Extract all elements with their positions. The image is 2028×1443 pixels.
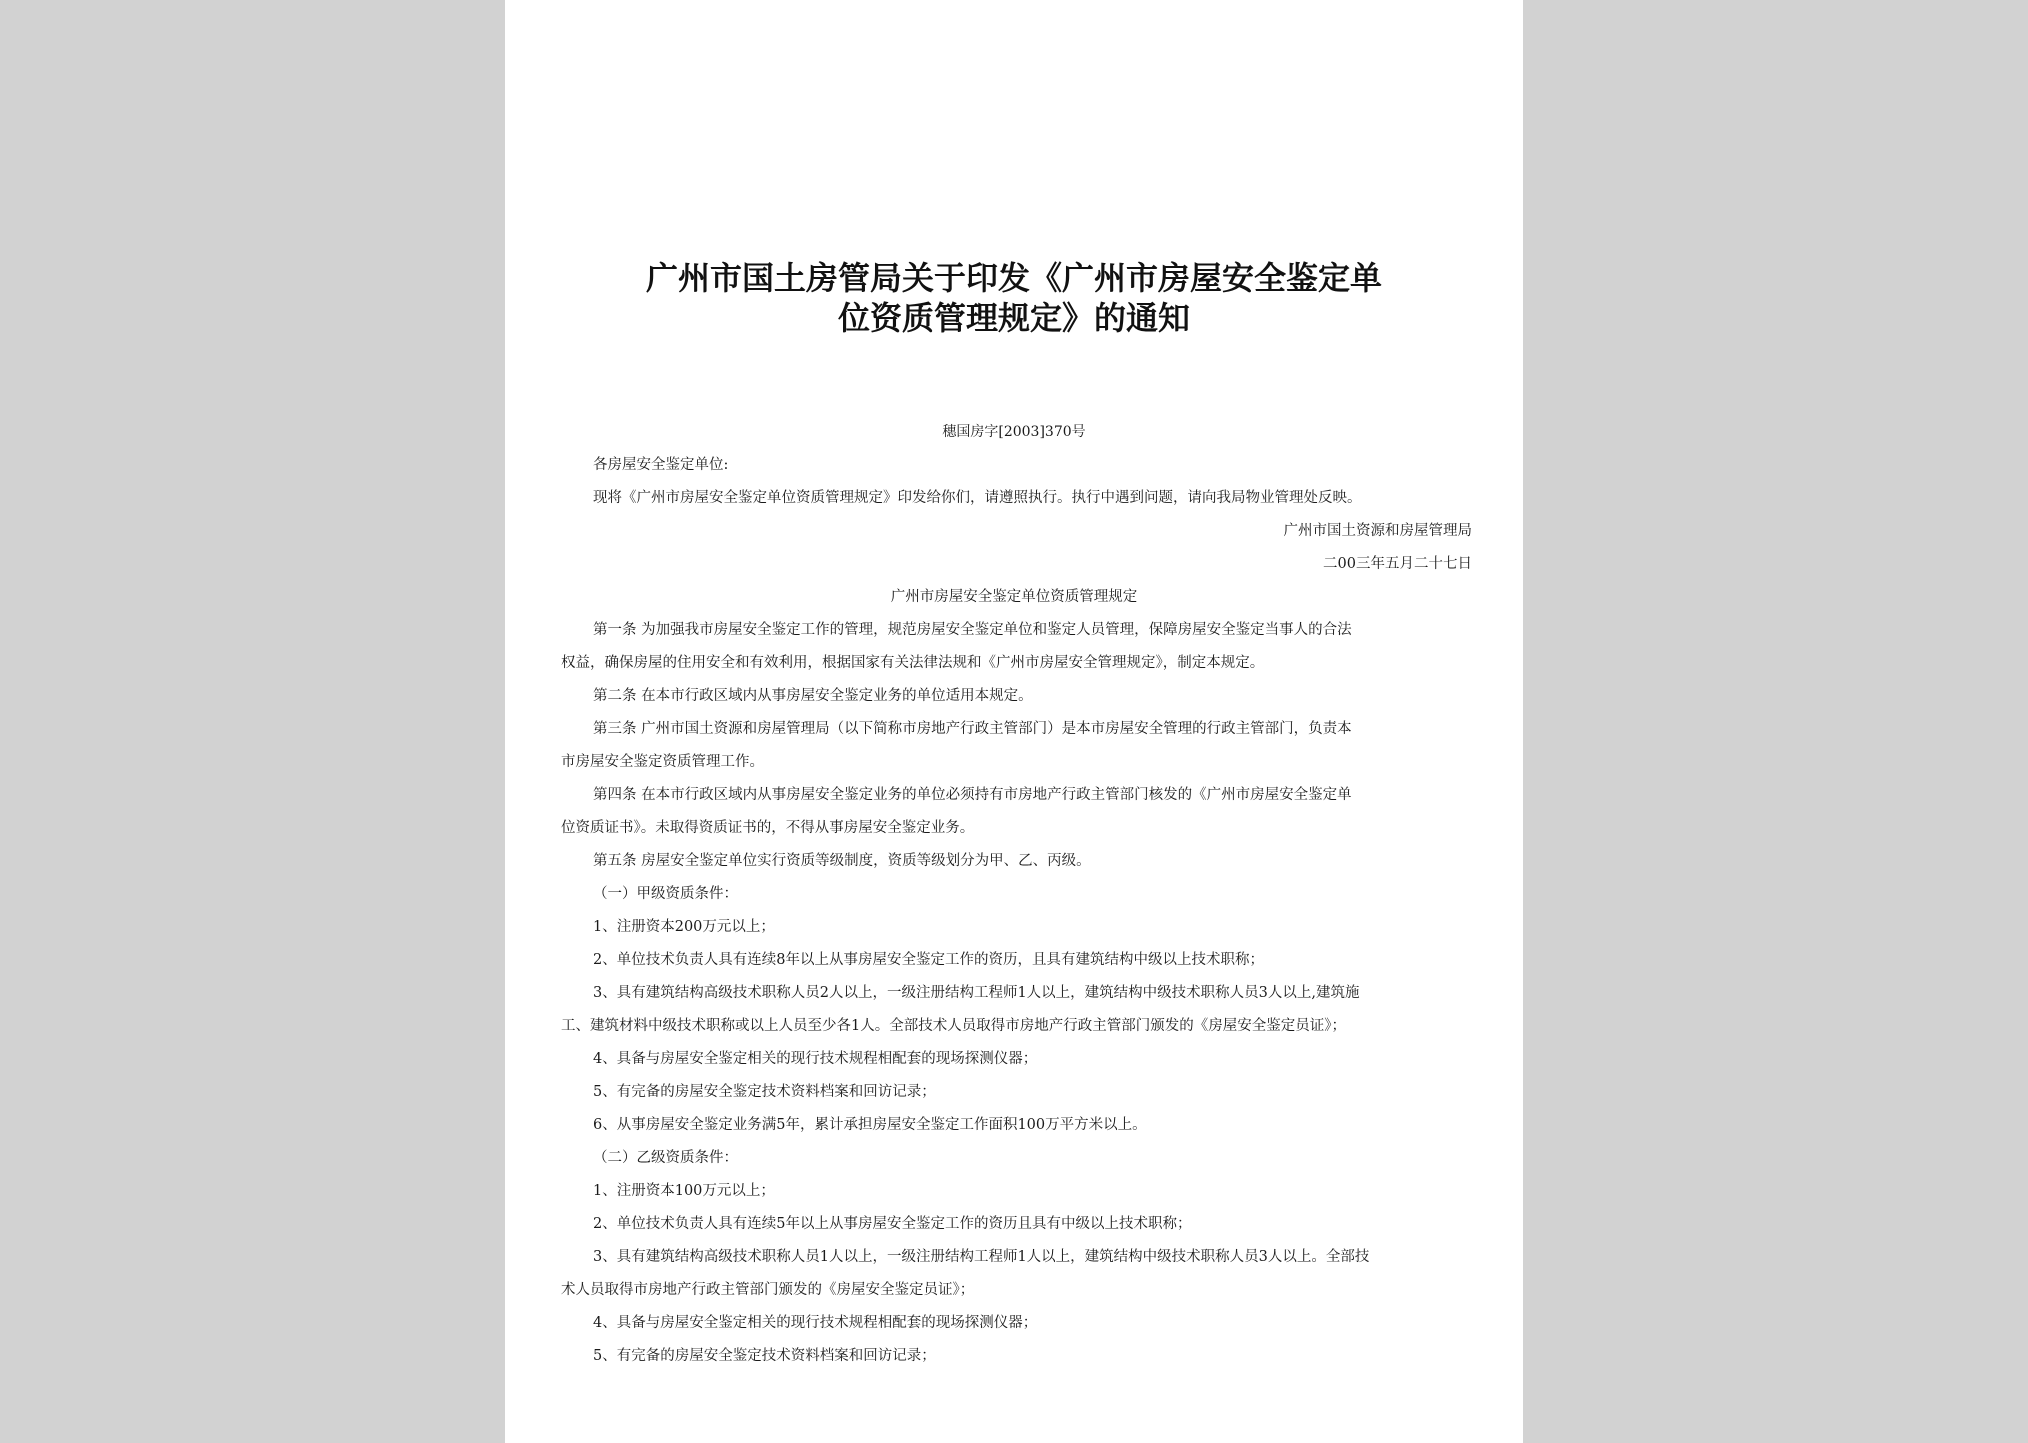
body-line: 4、具备与房屋安全鉴定相关的现行技术规程相配套的现场探测仪器；: [593, 1051, 1038, 1067]
body-line: 第三条 广州市国土资源和房屋管理局（以下简称市房地产行政主管部门）是本市房屋安全管理的行政主管部门，负责本: [593, 721, 1352, 737]
body-line: 市房屋安全鉴定资质管理工作。: [561, 754, 764, 770]
body-line: 第一条 为加强我市房屋安全鉴定工作的管理，规范房屋安全鉴定单位和鉴定人员管理，保障房屋安全鉴定当事人的合法: [593, 622, 1352, 638]
body-line: 6、从事房屋安全鉴定业务满5年，累计承担房屋安全鉴定工作面积100万平方米以上。: [593, 1117, 1147, 1133]
document-page: [505, 0, 1523, 1443]
body-line: 第五条 房屋安全鉴定单位实行资质等级制度，资质等级划分为甲、乙、丙级。: [593, 853, 1091, 869]
body-line: 1、注册资本200万元以上；: [593, 919, 775, 935]
body-line: 2、单位技术负责人具有连续5年以上从事房屋安全鉴定工作的资历且具有中级以上技术职称；: [593, 1216, 1192, 1232]
body-line: 4、具备与房屋安全鉴定相关的现行技术规程相配套的现场探测仪器；: [593, 1315, 1038, 1331]
body-line: 第四条 在本市行政区域内从事房屋安全鉴定业务的单位必须持有市房地产行政主管部门核发的《广州市房屋安全鉴定单: [593, 787, 1352, 803]
body-line: 位资质证书》。未取得资质证书的，不得从事房屋安全鉴定业务。: [561, 820, 975, 836]
body-line: 术人员取得市房地产行政主管部门颁发的《房屋安全鉴定员证》；: [561, 1282, 975, 1298]
body-line: 第二条 在本市行政区域内从事房屋安全鉴定业务的单位适用本规定。: [593, 688, 1033, 704]
document-title: [585, 258, 1443, 338]
title-line-1: 广州市国土房管局关于印发《广州市房屋安全鉴定单: [645, 259, 1382, 297]
body-line: 5、有完备的房屋安全鉴定技术资料档案和回访记录；: [593, 1084, 936, 1100]
document-number: 穗国房字[2003]370号: [942, 424, 1086, 440]
body-line: 权益，确保房屋的住用安全和有效利用，根据国家有关法律法规和《广州市房屋安全管理规定》，制定本规定。: [561, 655, 1265, 671]
regulation-title: 广州市房屋安全鉴定单位资质管理规定: [890, 589, 1138, 605]
salutation: 各房屋安全鉴定单位:: [593, 457, 729, 473]
body-line: 1、注册资本100万元以上；: [593, 1183, 775, 1199]
body-line: 3、具有建筑结构高级技术职称人员1人以上，一级注册结构工程师1人以上，建筑结构中级技术职称人员3人以上。全部技: [593, 1249, 1370, 1265]
issue-date: 二00三年五月二十七日: [1323, 556, 1472, 572]
body-line: 工、建筑材料中级技术职称或以上人员至少各1人。全部技术人员取得市房地产行政主管部门颁发的《房屋安全鉴定员证》；: [561, 1018, 1346, 1034]
title-line-2: 位资质管理规定》的通知: [837, 299, 1190, 337]
issuer: 广州市国土资源和房屋管理局: [1283, 523, 1472, 539]
body-line: （二）乙级资质条件：: [593, 1150, 738, 1166]
intro-paragraph: 现将《广州市房屋安全鉴定单位资质管理规定》印发给你们，请遵照执行。执行中遇到问题，请向我局物业管理处反映。: [593, 490, 1362, 506]
body-line: （一）甲级资质条件：: [593, 886, 738, 902]
body-line: 2、单位技术负责人具有连续8年以上从事房屋安全鉴定工作的资历，且具有建筑结构中级以上技术职称；: [593, 952, 1264, 968]
body-line: 3、具有建筑结构高级技术职称人员2人以上，一级注册结构工程师1人以上，建筑结构中级技术职称人员3人以上,建筑施: [593, 985, 1360, 1001]
body-line: 5、有完备的房屋安全鉴定技术资料档案和回访记录；: [593, 1348, 936, 1364]
